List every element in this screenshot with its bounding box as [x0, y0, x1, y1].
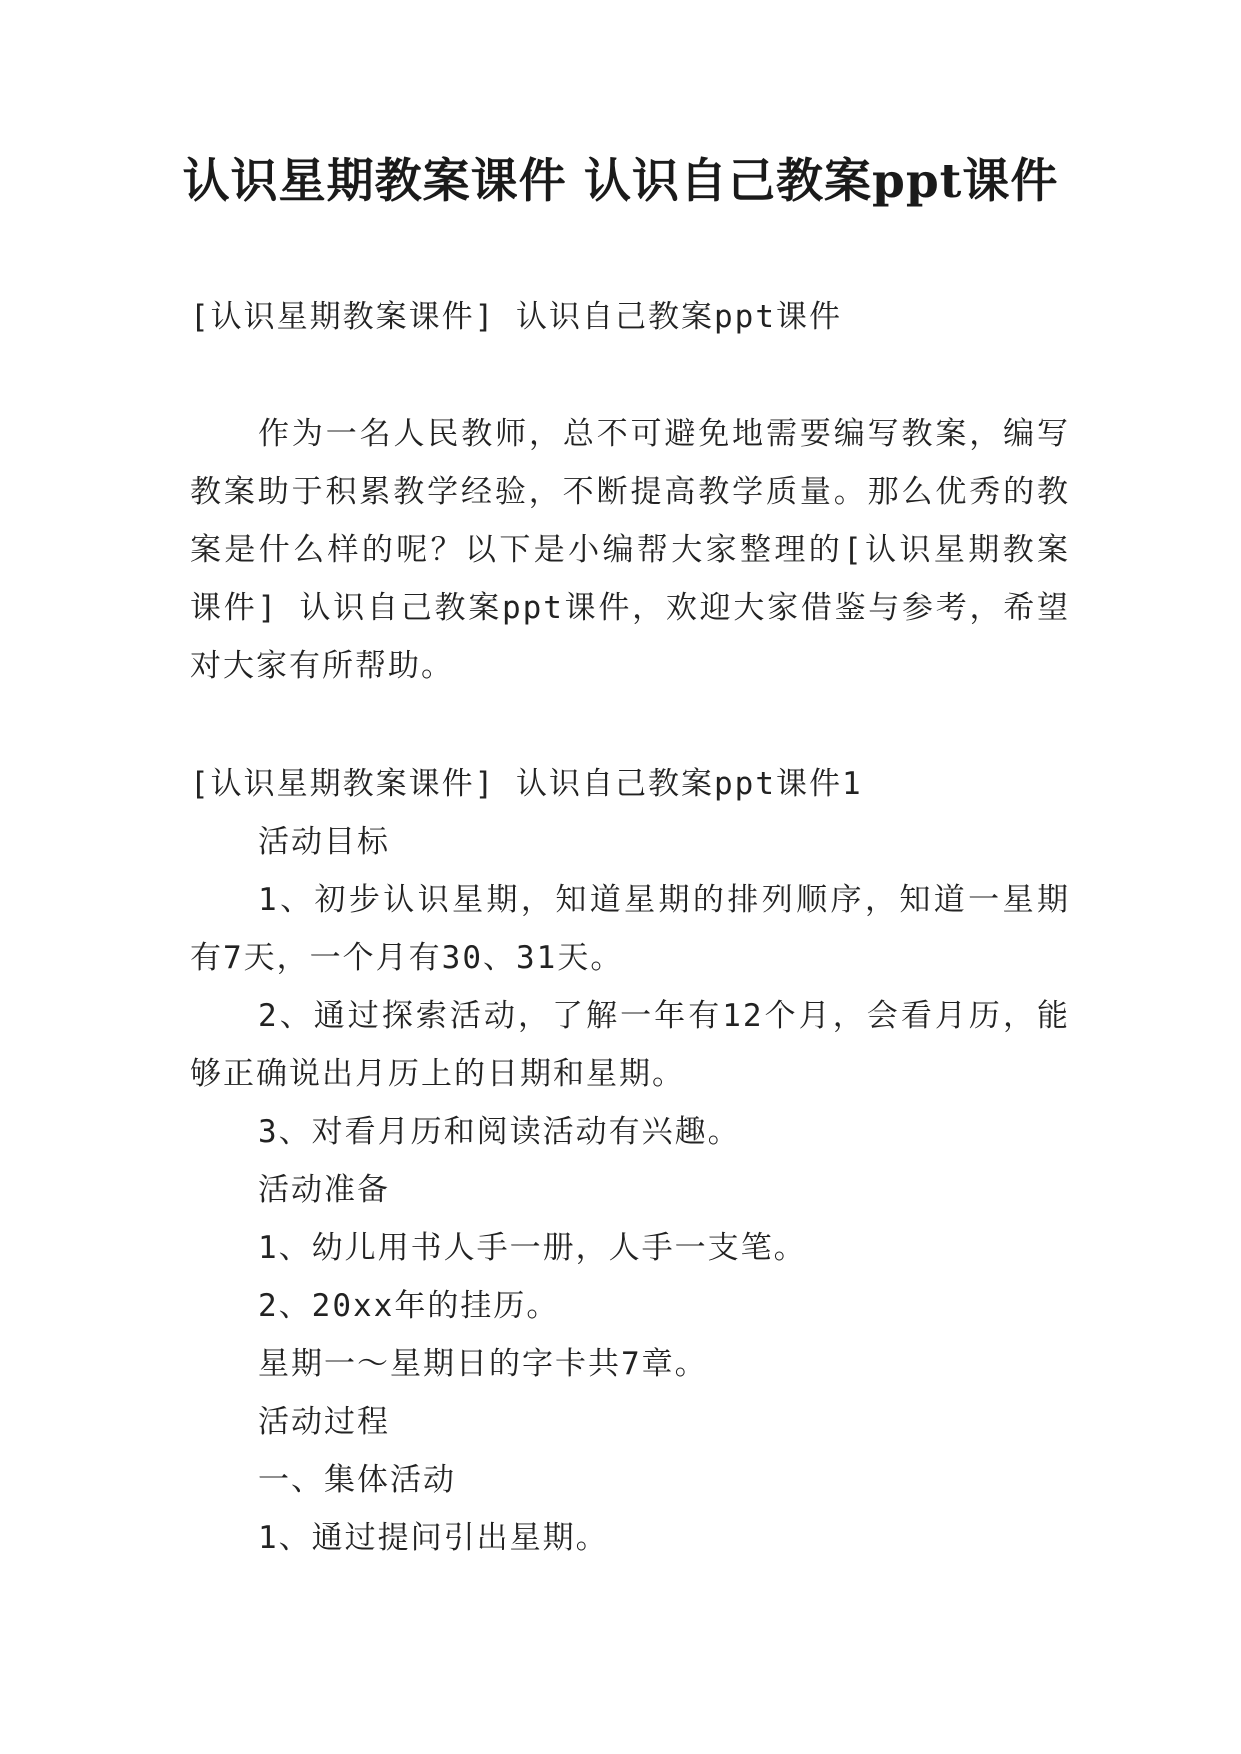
process-heading: 活动过程: [258, 1404, 390, 1440]
preparation-item: 1、幼儿用书人手一册，人手一支笔。: [258, 1230, 807, 1266]
preparation-item: 星期一～星期日的字卡共7章。: [258, 1346, 708, 1382]
intro-line: 课件] 认识自己教案ppt课件，欢迎大家借鉴与参考，希望: [190, 590, 1070, 626]
objectives-heading: 活动目标: [258, 824, 390, 860]
preparation-item: 2、20xx年的挂历。: [258, 1288, 560, 1324]
objective-item: 2、通过探索活动，了解一年有12个月，会看月历，能: [258, 998, 1070, 1034]
process-subheading: 一、集体活动: [258, 1462, 456, 1498]
objective-item-continued: 够正确说出月历上的日期和星期。: [190, 1056, 685, 1092]
document-subtitle: [认识星期教案课件] 认识自己教案ppt课件: [190, 299, 842, 335]
section-heading: [认识星期教案课件] 认识自己教案ppt课件1: [190, 766, 863, 802]
preparation-heading: 活动准备: [258, 1172, 390, 1208]
process-item: 1、通过提问引出星期。: [258, 1520, 609, 1556]
intro-line: 作为一名人民教师，总不可避免地需要编写教案，编写: [258, 416, 1070, 452]
objective-item-continued: 有7天，一个月有30、31天。: [190, 940, 624, 976]
document-title: 认识星期教案课件 认识自己教案ppt课件: [182, 154, 1059, 209]
intro-paragraph: [190, 405, 1070, 695]
objective-item: 3、对看月历和阅读活动有兴趣。: [258, 1114, 741, 1150]
intro-line: 对大家有所帮助。: [190, 648, 454, 684]
intro-line: 教案助于积累教学经验，不断提高教学质量。那么优秀的教: [190, 474, 1070, 510]
objective-item: 1、初步认识星期，知道星期的排列顺序，知道一星期: [258, 882, 1070, 918]
intro-line: 案是什么样的呢？以下是小编帮大家整理的[认识星期教案: [190, 532, 1070, 568]
lesson-section: [190, 755, 1070, 1567]
